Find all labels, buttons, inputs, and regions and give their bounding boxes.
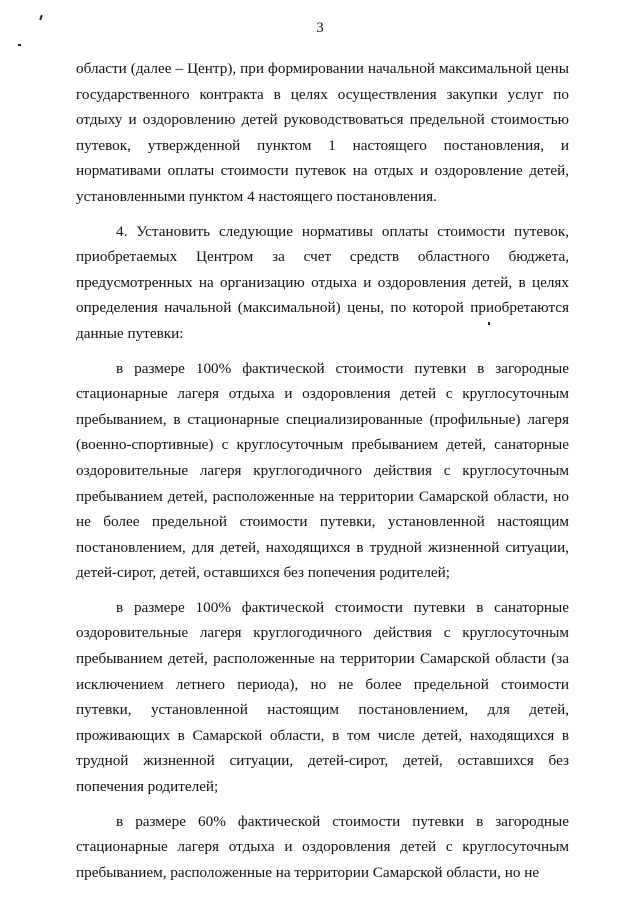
scan-artifact-mark (18, 44, 21, 46)
document-body (76, 56, 569, 894)
paragraph-rate-100-sanatorium: в размере 100% фактической стоимости путевки в санаторные оздоровительные лагеря круглогодичного действия с круглосуточным пребыванием детей, расположенные на территории Самарской области (за исключением летнего периода), но не более предельной стоимости путевки, установленной настоящим постановлением, для детей, проживающих в Самарской области, в том числе детей, находящихся в трудной жизненной ситуации, детей-сирот, детей, оставшихся без попечения родителей; (76, 598, 569, 796)
paragraph-continuation: области (далее – Центр), при формировании начальной максимальной цены государственного контракта в целях осуществления закупки услуг по отдыху и оздоровлению детей руководствоваться предельной стоимостью путевок, утвержденной пунктом 1 настоящего постановления, и нормативами оплаты стоимости путевок на отдых и оздоровление детей, установленными пунктом 4 настоящего постановления. (76, 60, 569, 205)
paragraph-item-4: 4. Установить следующие нормативы оплаты стоимости путевок, приобретаемых Центром за счет средств областного бюджета, предусмотренных на организацию отдыха и оздоровления детей, в целях определения начальной (максимальной) цены, по которой приобретаются данные путевки: (76, 222, 569, 342)
page-number: 3 (316, 20, 324, 36)
paragraph-rate-100-summer-camps: в размере 100% фактической стоимости путевки в загородные стационарные лагеря отдыха и оздоровления детей с круглосуточным пребыванием, в стационарные специализированные (профильные) лагеря (военно-спортивные) с круглосуточным пребыванием детей, санаторные оздоровительные лагеря круглогодичного действия с круглосуточным пребыванием детей, расположенные на территории Самарской области, но не более предельной стоимости путевки, установленной настоящим постановлением, для детей, находящихся в трудной жизненной ситуации, детей-сирот, детей, оставшихся без попечения родителей; (76, 359, 569, 582)
paragraph-rate-60: в размере 60% фактической стоимости путевки в загородные стационарные лагеря отдыха и оздоровления детей с круглосуточным пребыванием, расположенные на территории Самарской области, но не (76, 812, 569, 881)
